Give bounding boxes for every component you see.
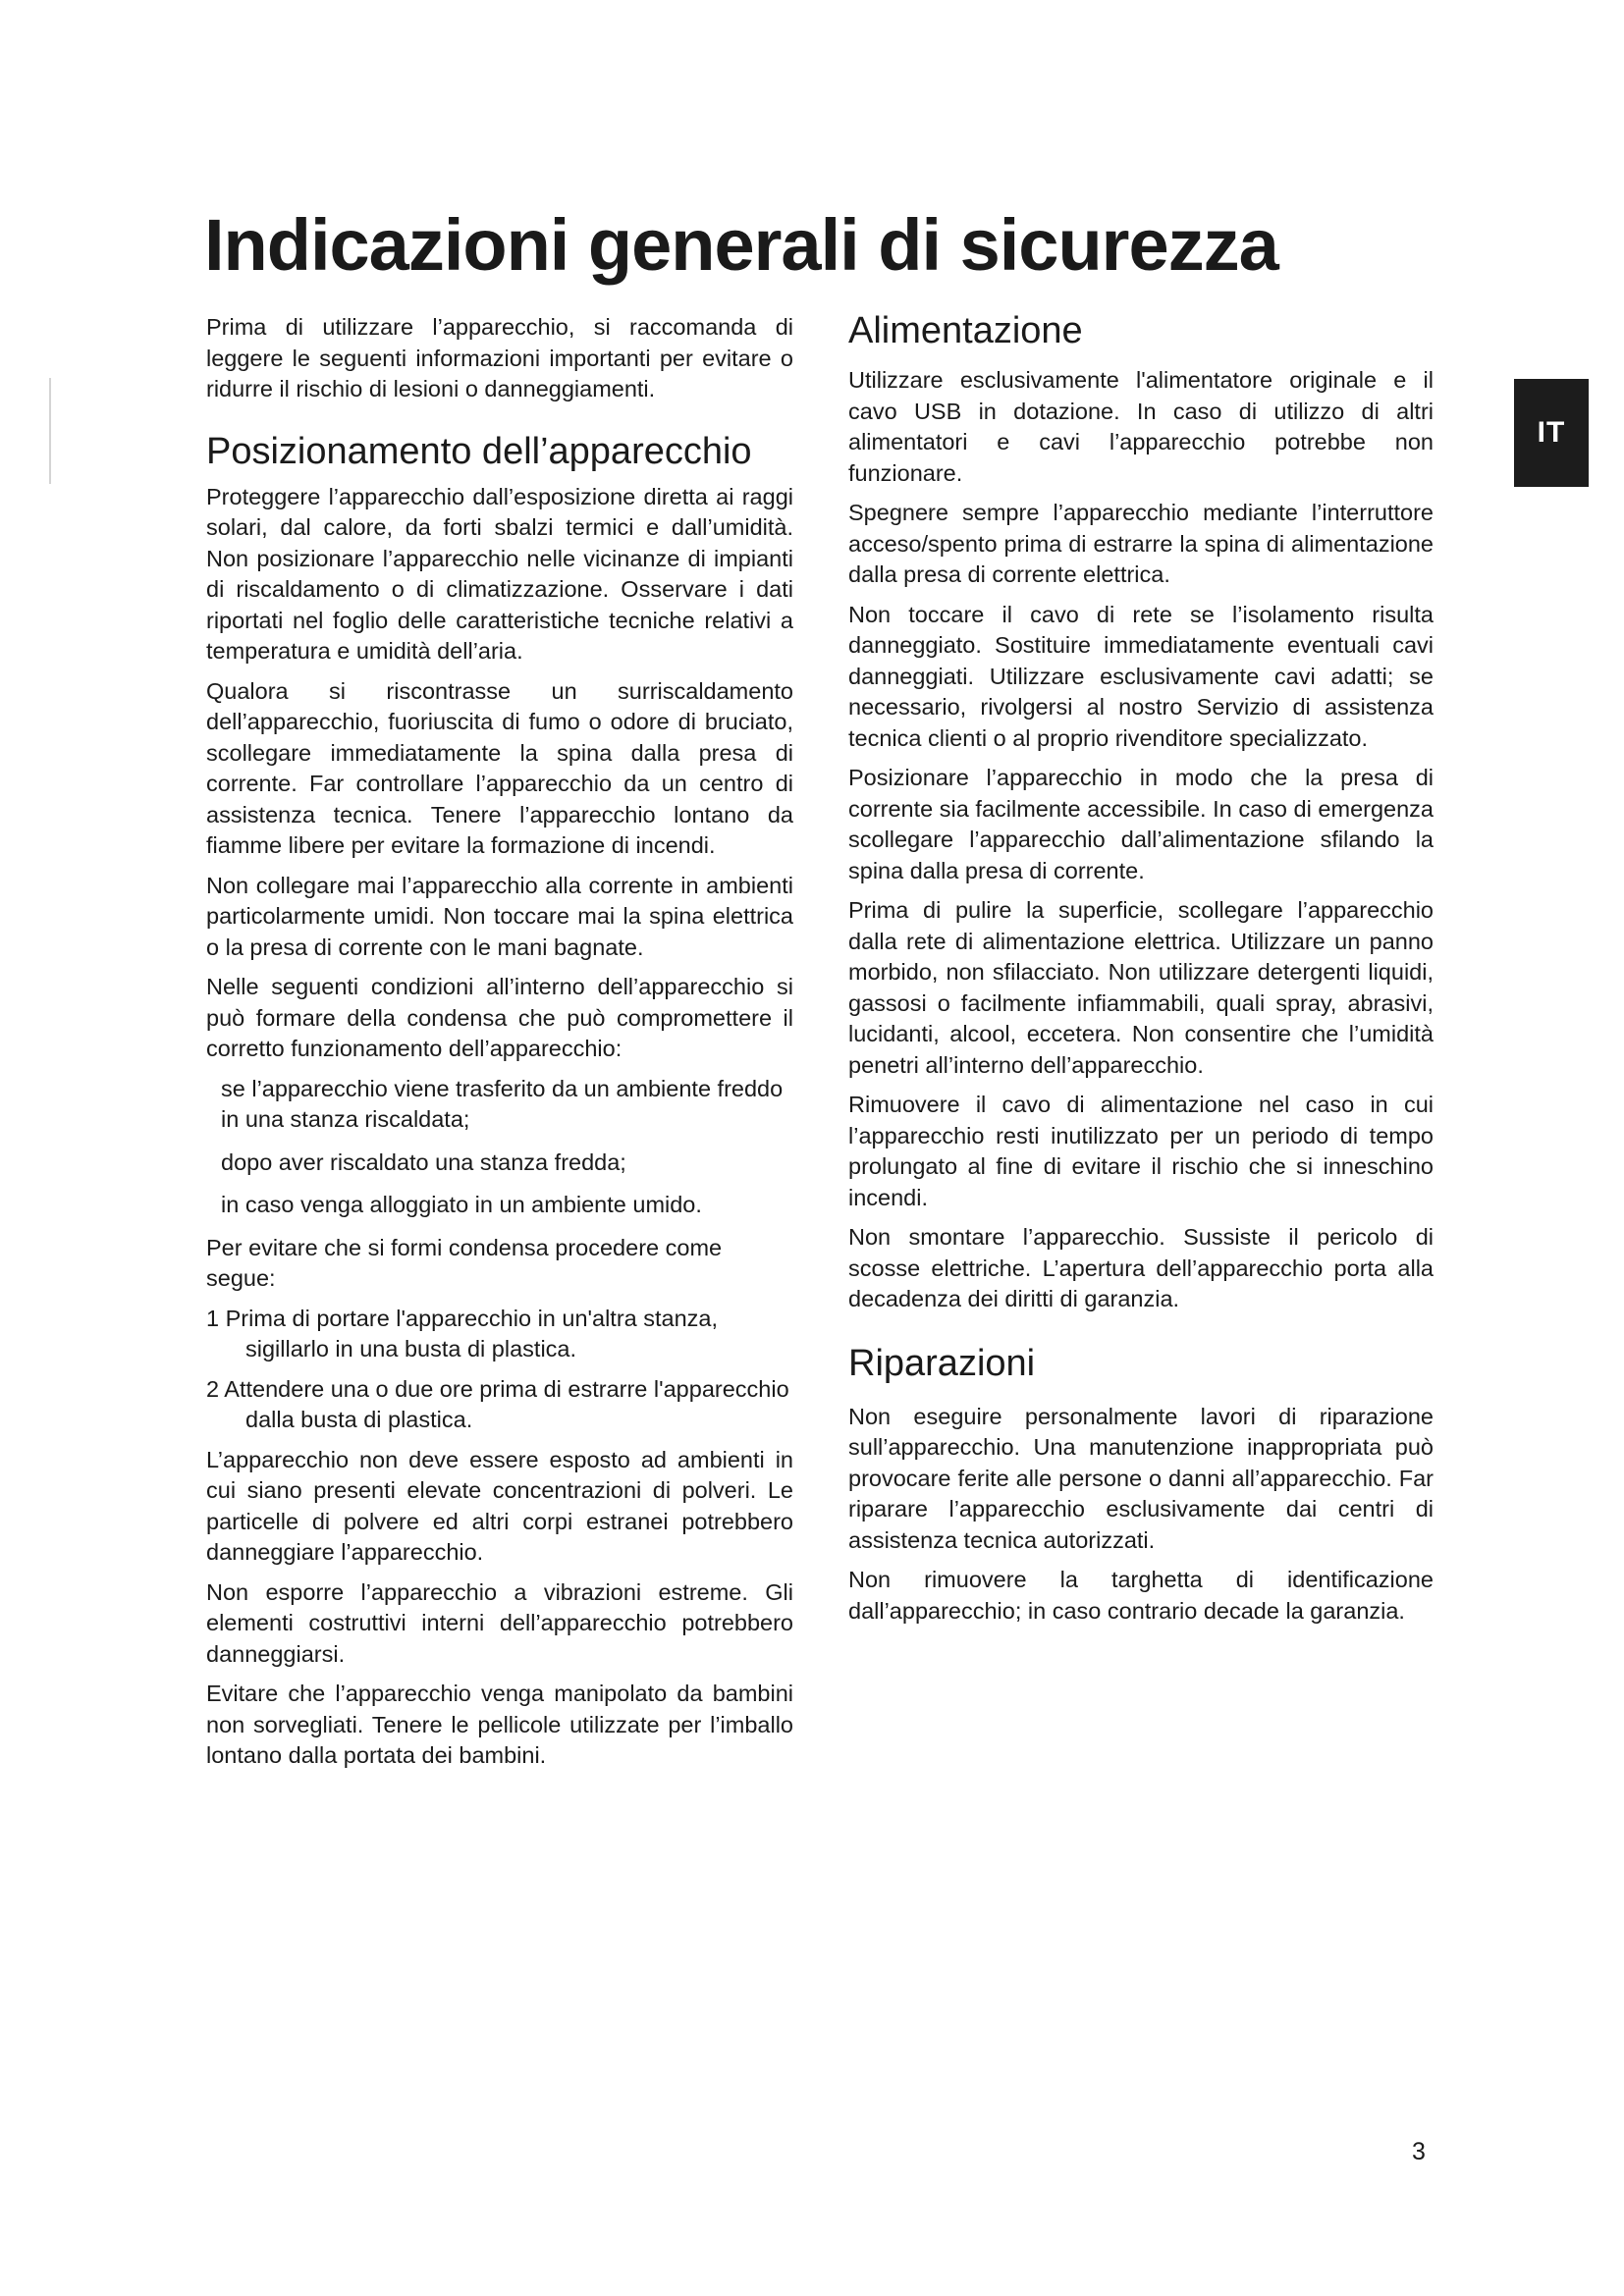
language-tab: IT [1514, 379, 1589, 487]
section-heading-power: Alimentazione [848, 310, 1083, 351]
section-heading-repairs: Riparazioni [848, 1342, 1036, 1384]
paragraph: Proteggere l’apparecchio dall’esposizione diretta ai raggi solari, dal calore, da forti sbalzi termici e dall’umidità. Non posizionare l’apparecchio nelle vicinanze di impianti di riscaldamento o di climatizzazione. Osservare i dati riportati nel foglio delle caratteristiche tecniche relativi a temperatura e umidità dell’aria. [206, 483, 793, 664]
paragraph: Evitare che l’apparecchio venga manipolato da bambini non sorvegliati. Tenere le pellicole utilizzate per l’imballo lontano dalla portata dei bambini. [206, 1681, 793, 1768]
paragraph: Posizionare l’apparecchio in modo che la presa di corrente sia facilmente accessibile. In caso di emergenza scollegare l’apparecchio dall’alimentazione sfilando la spina dalla presa di corrente. [848, 765, 1434, 883]
left-column [206, 312, 793, 1781]
step-item: 1 Prima di portare l'apparecchio in un'altra stanza, sigillarlo in una busta di plastica. [206, 1305, 719, 1362]
paragraph: L’apparecchio non deve essere esposto ad ambienti in cui siano presenti elevate concentrazioni di polveri. Le particelle di polvere ed altri corpi estranei potrebbero danneggiare l’apparecchio. [206, 1446, 793, 1565]
paragraph: Non smontare l’apparecchio. Sussiste il pericolo di scosse elettriche. L’apertura dell’apparecchio porta alla decadenza dei diritti di garanzia. [848, 1224, 1434, 1311]
margin-divider [49, 378, 51, 484]
paragraph: Rimuovere il cavo di alimentazione nel caso in cui l’apparecchio resti inutilizzato per un periodo di tempo prolungato al fine di evitare il rischio che si inneschino incendi. [848, 1092, 1434, 1210]
condition-item: in caso venga alloggiato in un ambiente umido. [221, 1192, 702, 1217]
page-title: Indicazioni generali di sicurezza [204, 204, 1278, 286]
paragraph: Per evitare che si formi condensa procedere come segue: [206, 1234, 723, 1291]
step-item: 2 Attendere una o due ore prima di estrarre l'apparecchio dalla busta di plastica. [206, 1375, 789, 1432]
paragraph: Non collegare mai l’apparecchio alla corrente in ambienti particolarmente umidi. Non toccare mai la spina elettrica o la presa di corrente con le mani bagnate. [206, 872, 793, 960]
right-column [848, 306, 1434, 1635]
intro-paragraph: Prima di utilizzare l’apparecchio, si raccomanda di leggere le seguenti informazioni importanti per evitare o ridurre il rischio di lesioni o danneggiamenti. [206, 314, 793, 401]
paragraph: Prima di pulire la superficie, scollegare l’apparecchio dalla rete di alimentazione elettrica. Utilizzare un panno morbido, non sfilacciato. Non utilizzare detergenti liquidi, gassosi o facilmente infiammabili, quali spray, abrasivi, lucidanti, alcool, eccetera. Non consentire che l’umidità penetri all’interno dell’apparecchio. [848, 897, 1434, 1078]
page-number: 3 [1412, 2138, 1426, 2165]
paragraph: Nelle seguenti condizioni all’interno dell’apparecchio si può formare della condensa che può compromettere il corretto funzionamento dell’apparecchio: [206, 974, 793, 1061]
paragraph: Qualora si riscontrasse un surriscaldamento dell’apparecchio, fuoriuscita di fumo o odore di bruciato, scollegare immediatamente la spina dalla presa di corrente. Far controllare l’apparecchio da un centro di assistenza tecnica. Tenere l’apparecchio lontano da fiamme libere per evitare la formazione di incendi. [206, 677, 793, 858]
section-heading-positioning: Posizionamento dell’apparecchio [206, 430, 752, 472]
paragraph: Non esporre l’apparecchio a vibrazioni estreme. Gli elementi costruttivi interni dell’apparecchio potrebbero danneggiarsi. [206, 1578, 793, 1667]
paragraph: Non eseguire personalmente lavori di riparazione sull’apparecchio. Una manutenzione inappropriata può provocare ferite alle persone o danni all’apparecchio. Far riparare l’apparecchio esclusivamente dai centri di assistenza tecnica autorizzati. [848, 1403, 1434, 1553]
paragraph: Non toccare il cavo di rete se l’isolamento risulta danneggiato. Sostituire immediatamente eventuali cavi danneggiati. Utilizzare esclusivamente cavi adatti; se necessario, rivolgersi al nostro Servizio di assistenza tecnica clienti o al proprio rivenditore specializzato. [848, 601, 1434, 751]
condition-item: dopo aver riscaldato una stanza fredda; [221, 1148, 626, 1175]
condition-item: se l’apparecchio viene trasferito da un ambiente freddo in una stanza riscaldata; [221, 1075, 784, 1132]
paragraph: Utilizzare esclusivamente l'alimentatore originale e il cavo USB in dotazione. In caso di utilizzo di altri alimentatori e cavi l’apparecchio potrebbe non funzionare. [848, 367, 1434, 486]
paragraph: Spegnere sempre l’apparecchio mediante l’interruttore acceso/spento prima di estrarre la spina di alimentazione dalla presa di corrente elettrica. [848, 500, 1434, 587]
paragraph: Non rimuovere la targhetta di identificazione dall’apparecchio; in caso contrario decade la garanzia. [848, 1567, 1434, 1624]
